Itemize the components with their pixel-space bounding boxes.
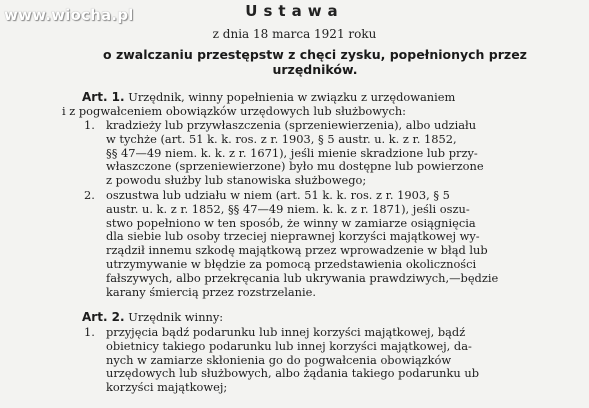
item-line: stwo popełniono w ten sposób, że winny w zamiarze osiągnięcia [106, 215, 476, 230]
item-line: w tychże (art. 51 k. k. ros. z r. 1903, § 5 austr. u. k. z r. 1852, [106, 131, 457, 146]
document-title: Ustawa [245, 2, 344, 20]
item-line: nych w zamiarze skłonienia go do pogwałcenia obowiązków [106, 352, 452, 367]
article-1-intro-first: Urzędnik, winny popełnienia w związku z urzędowaniem [128, 90, 456, 104]
document-date: z dnia 18 marca 1921 roku [212, 27, 377, 41]
article-1-intro [62, 91, 455, 119]
item-line: urzędowych lub służbowych, albo żądania takiego podarunku ub [106, 366, 479, 381]
item-line: z powodu służby lub stanowiska służbowego; [106, 173, 367, 188]
item-line: oszustwa lub udziału w niem (art. 51 k. k. ros. z r. 1903, § 5 [106, 188, 450, 202]
subject-line: urzędników. [272, 62, 358, 77]
item-line: kradzieży lub przywłaszczenia (sprzeniewierzenia), albo udziału [106, 118, 477, 132]
item-line: dla siebie lub osoby trzeciej nieprawnej korzyści majątkowej wy- [106, 229, 480, 244]
item-line: fałszywych, albo przekręcania lub ukrywania prawdziwych,—będzie [106, 270, 499, 285]
document-subject [70, 47, 560, 77]
article-1-item-1 [84, 119, 484, 188]
item-number: 2. [84, 188, 95, 202]
article-2-heading: Art. 2. [82, 310, 125, 324]
item-line: §§ 47—49 niem. k. k. z r. 1671), jeśli mienie skradzione lub przy- [106, 145, 478, 160]
item-line: korzyści majątkowej; [106, 380, 228, 395]
article-2-intro-text: Urzędnik winny: [128, 310, 224, 324]
article-1-intro-second: i z pogwałceniem obowiązków urzędowych lub służbowych: [62, 103, 406, 118]
item-line: obietnicy takiego podarunku lub innej korzyści majątkowej, da- [106, 338, 472, 353]
watermark-logo: www.wiocha.pl [4, 6, 134, 24]
item-number: 1. [84, 118, 95, 132]
item-line: austr. u. k. z r. 1852, §§ 47—49 niem. k. k. z r. 1871), jeśli oszu- [106, 201, 470, 216]
article-1-item-2 [84, 189, 498, 299]
item-number: 1. [84, 325, 95, 339]
item-line: rządził innemu szkodę majątkową przez wprowadzenie w błąd lub [106, 243, 488, 258]
article-1-heading: Art. 1. [82, 90, 125, 104]
article-2-item-1 [84, 326, 479, 395]
item-line: utrzymywanie w błędzie za pomocą przedstawienia okoliczności [106, 256, 477, 271]
subject-line: o zwalczaniu przestępstw z chęci zysku, popełnionych przez [103, 47, 527, 62]
item-line: przyjęcia bądź podarunku lub innej korzyści majątkowej, bądź [106, 325, 466, 339]
item-line: właszczone (sprzeniewierzone) było mu dostępne lub powierzone [106, 159, 484, 174]
article-2-intro [82, 311, 223, 325]
item-line: karany śmiercią przez rozstrzelanie. [106, 284, 317, 299]
